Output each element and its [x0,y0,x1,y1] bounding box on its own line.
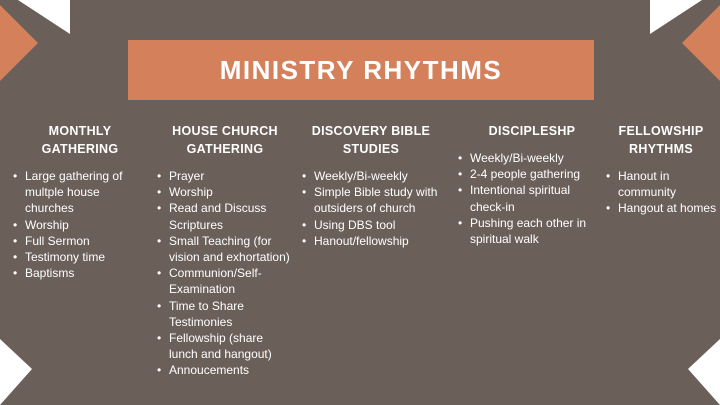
list-item: • Small Teaching (for vision and exhortation) [169,233,294,265]
heading-line: GATHERING [41,142,119,156]
bullet-list [457,150,607,247]
list-item: • Communion/Self-Examination [169,265,294,297]
heading-line: DISCIPLESHP [488,124,576,138]
heading-line: DISCOVERY BIBLE [311,124,431,138]
heading-line: RHYTHMS [629,142,693,156]
list-item: • Full Sermon [25,233,148,249]
heading-line: STUDIES [342,142,400,156]
list-item: • Hangout at homes [618,200,717,216]
list-item: • Time to Share Testimonies [169,298,294,330]
list-item: • Hanout in community [618,168,717,200]
heading-line: HOUSE CHURCH [172,124,278,138]
list-item: • Testimony time [25,249,148,265]
list-item: • Worship [25,217,148,233]
list-item: • Baptisms [25,265,148,281]
title-banner [128,40,594,100]
page-title: MINISTRY RHYTHMS [219,54,503,85]
list-item: • Fellowship (share lunch and hangout) [169,330,294,362]
corner-decoration-white-bottom-left [0,339,32,405]
list-item: • 2-4 people gathering [470,166,607,182]
list-item: • Large gathering of multple house churches [25,168,148,217]
column-fellowship-rhythms [605,122,717,217]
column-heading [605,122,717,158]
bullet-list [605,168,717,217]
column-heading [156,122,294,158]
list-item: • Pushing each other in spiritual walk [470,215,607,247]
heading-line: FELLOWSHIP [618,124,704,138]
corner-decoration-white-top-left [18,0,70,34]
corner-decoration-white-top-right [650,0,702,34]
column-discipleship [457,122,607,247]
column-heading [12,122,148,158]
heading-line: GATHERING [186,142,264,156]
list-item: • Weekly/Bi-weekly [470,150,607,166]
list-item: • Worship [169,184,294,200]
list-item: • Annoucements [169,362,294,378]
bullet-list [12,168,148,281]
heading-line: MONTHLY [48,124,112,138]
column-discovery-bible-studies [301,122,441,249]
column-heading [457,122,607,140]
list-item: • Intentional spiritual check-in [470,182,607,214]
list-item: • Hanout/fellowship [314,233,441,249]
corner-decoration-white-bottom-right [688,339,720,405]
list-item: • Read and Discuss Scriptures [169,200,294,232]
column-heading [301,122,441,158]
list-item: • Using DBS tool [314,217,441,233]
bullet-list [301,168,441,249]
list-item: • Simple Bible study with outsiders of church [314,184,441,216]
column-monthly-gathering [12,122,148,281]
list-item: • Weekly/Bi-weekly [314,168,441,184]
list-item: • Prayer [169,168,294,184]
column-house-church-gathering [156,122,294,379]
bullet-list [156,168,294,379]
